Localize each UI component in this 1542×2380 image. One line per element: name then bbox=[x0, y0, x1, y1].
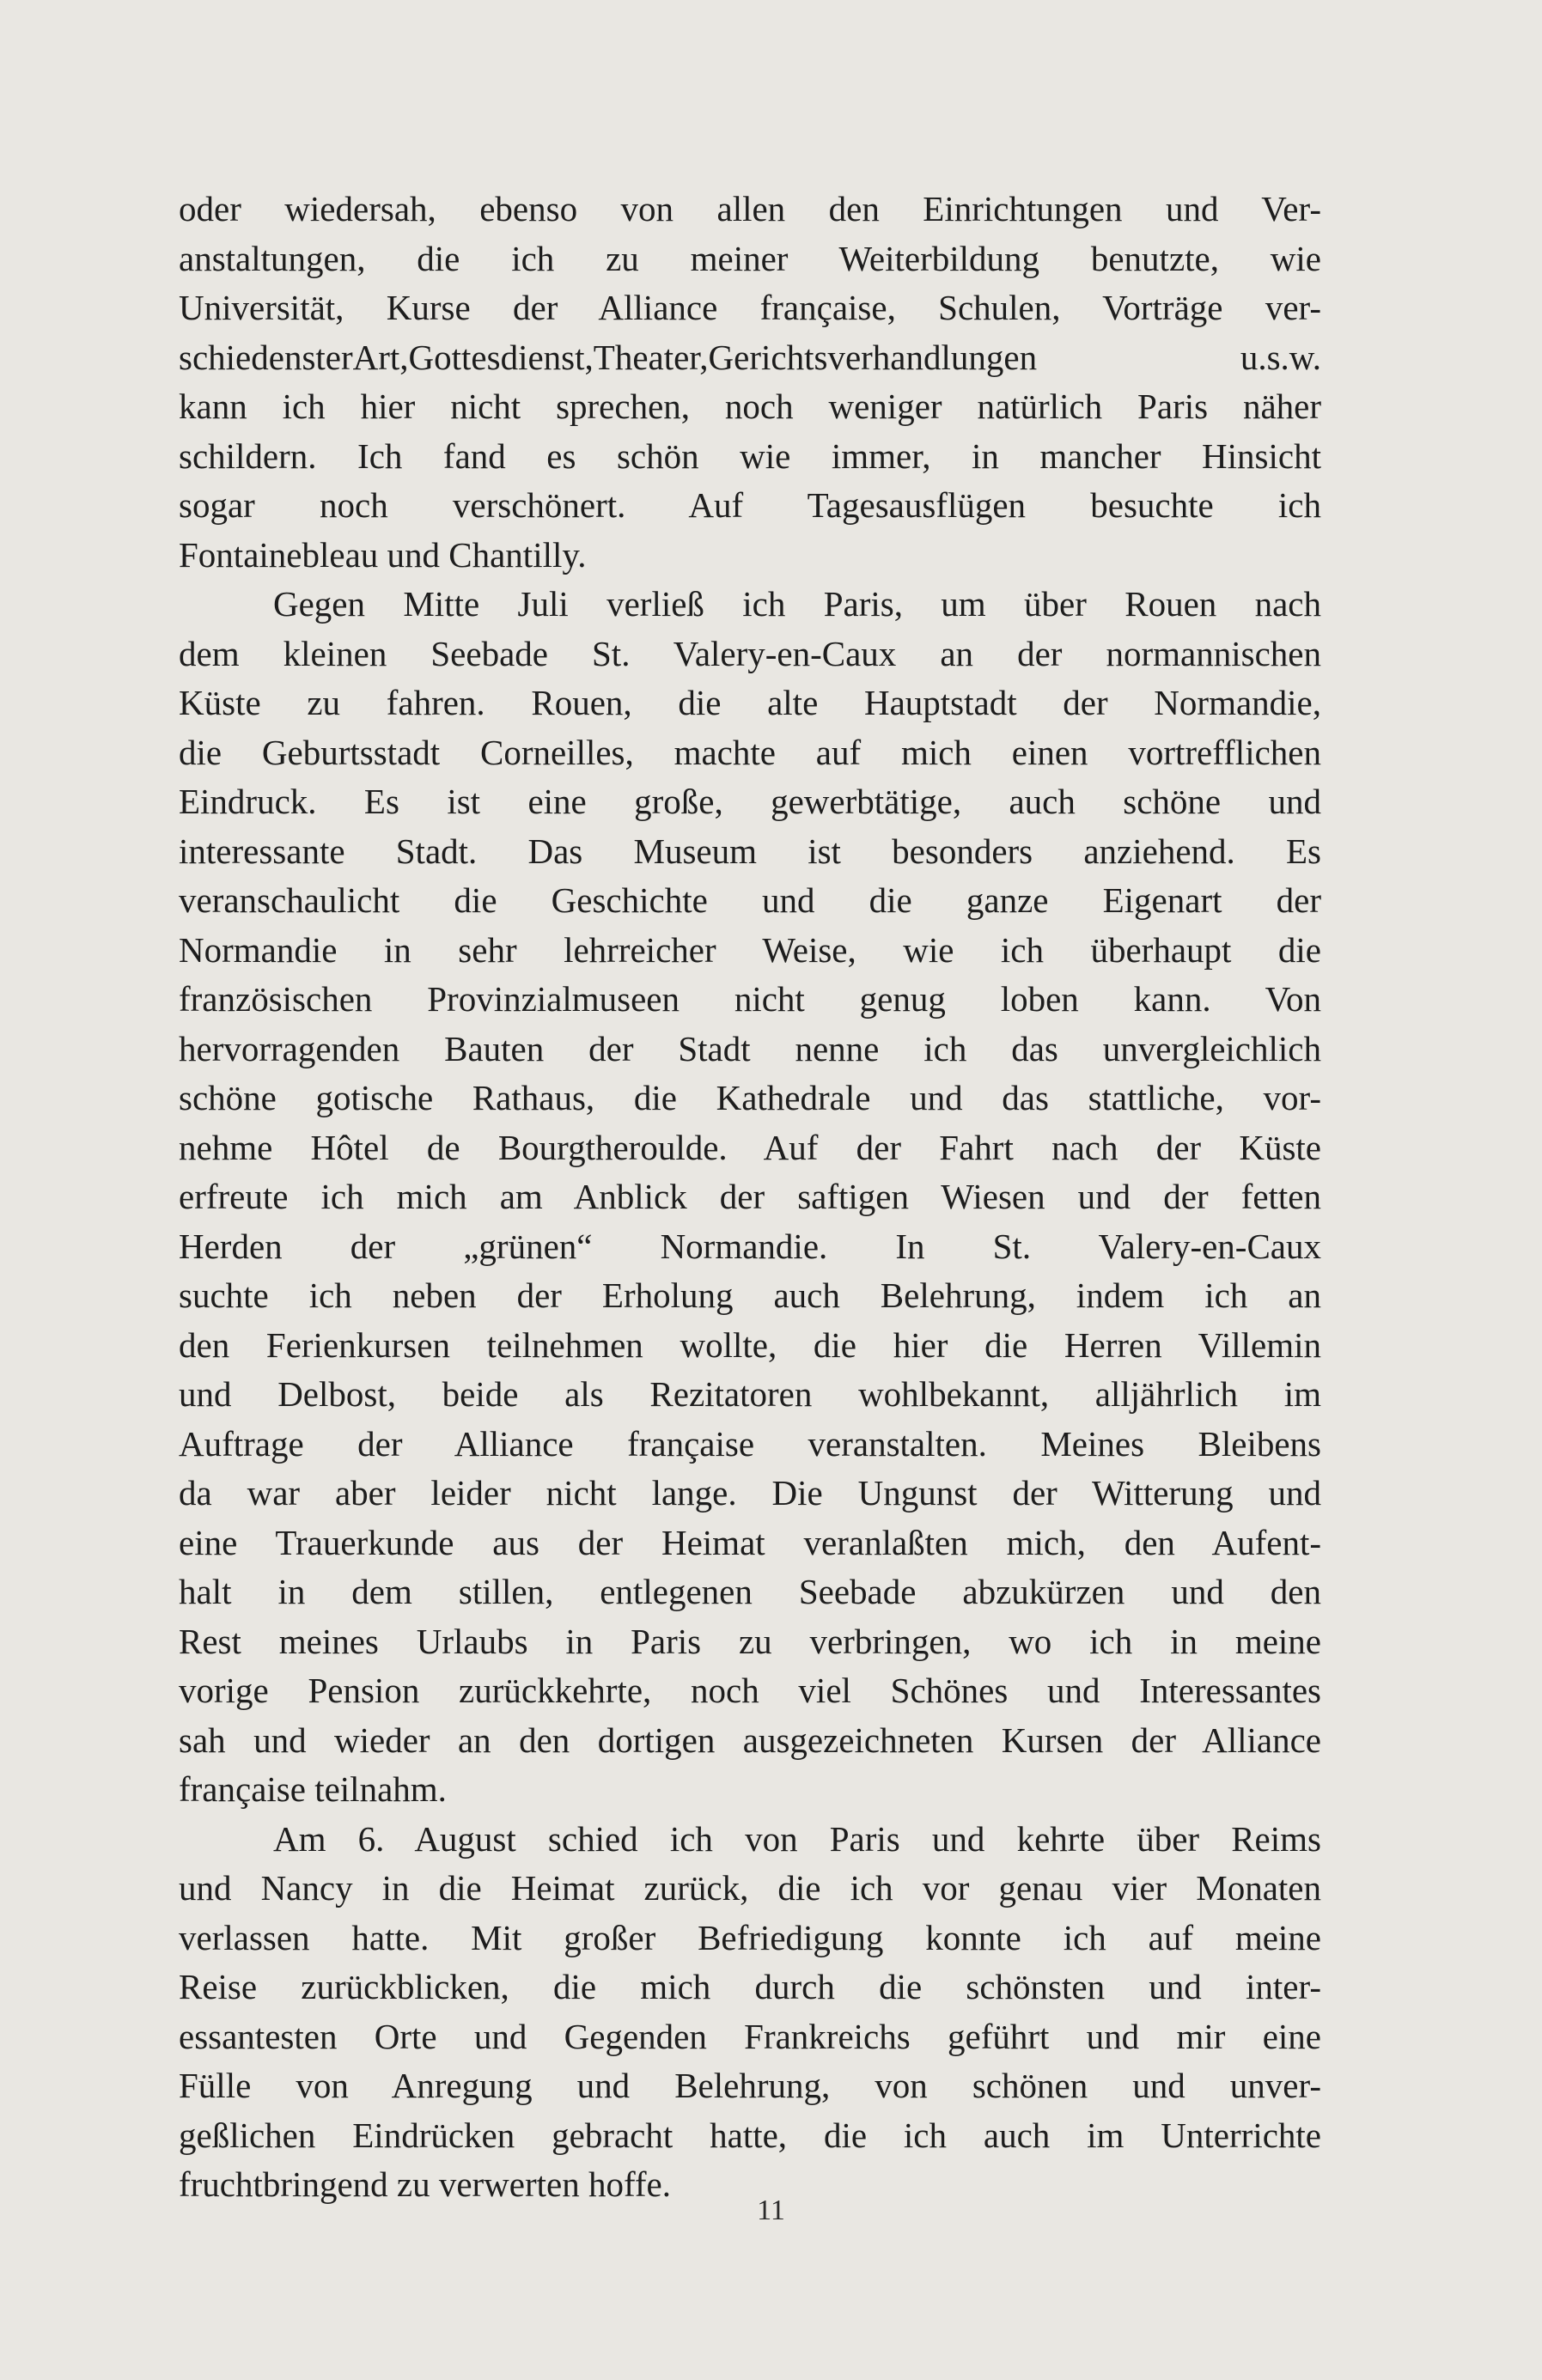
text-line-16: Normandie in sehr lehrreicher Weise, wie ich überhaupt die bbox=[179, 929, 1321, 970]
text-line-15: veranschaulicht die Geschichte und die ganze Eigenart der bbox=[179, 880, 1321, 920]
text-line-6: schildern. Ich fand es schön wie immer, in mancher Hinsicht bbox=[179, 435, 1321, 476]
text-line-34: Am 6. August schied ich von Paris und kehrte über Reims bbox=[273, 1818, 1321, 1859]
text-line-25: und Delbost, beide als Rezitatoren wohlbekannt, alljährlich im bbox=[179, 1374, 1321, 1414]
text-line-22: Herden der „grünen“ Normandie. In St. Valery-en-Caux bbox=[179, 1226, 1321, 1266]
text-line-37: Reise zurückblicken, die mich durch die schönsten und inter- bbox=[179, 1967, 1321, 2006]
text-line-19: schöne gotische Rathaus, die Kathedrale und das stattliche, vor- bbox=[179, 1078, 1321, 1117]
text-line-40: geßlichen Eindrücken gebracht hatte, die ich auch im Unterrichte bbox=[179, 2115, 1321, 2155]
text-line-7: sogar noch verschönert. Auf Tagesausflügen besuchte ich bbox=[179, 485, 1321, 525]
text-line-3: Universität, Kurse der Alliance française, Schulen, Vorträge ver- bbox=[179, 288, 1321, 327]
text-line-20: nehme Hôtel de Bourgtheroulde. Auf der Fahrt nach der Küste bbox=[179, 1127, 1321, 1167]
text-line-39: Fülle von Anregung und Belehrung, von schönen und unver- bbox=[179, 2066, 1321, 2105]
body-text bbox=[179, 185, 1321, 2210]
text-line-36: verlassen hatte. Mit großer Befriedigung konnte ich auf meine bbox=[179, 1917, 1321, 1957]
text-line-28: eine Trauerkunde aus der Heimat veranlaßten mich, den Aufent- bbox=[179, 1522, 1321, 1562]
page-number: 11 bbox=[757, 2194, 785, 2226]
text-line-38: essantesten Orte und Gegenden Frankreichs geführt und mir eine bbox=[179, 2016, 1321, 2056]
text-line-23: suchte ich neben der Erholung auch Belehrung, indem ich an bbox=[179, 1275, 1321, 1315]
text-line-35: und Nancy in die Heimat zurück, die ich vor genau vier Monaten bbox=[179, 1868, 1321, 1908]
text-line-13: Eindruck. Es ist eine große, gewerbtätige, auch schöne und bbox=[179, 782, 1321, 821]
text-line-31: vorige Pension zurückkehrte, noch viel Schönes und Interessantes bbox=[179, 1671, 1321, 1710]
text-line-24: den Ferienkursen teilnehmen wollte, die hier die Herren Villemin bbox=[179, 1324, 1321, 1365]
text-line-12: die Geburtsstadt Corneilles, machte auf mich einen vortrefflichen bbox=[179, 732, 1321, 772]
text-line-18: hervorragenden Bauten der Stadt nenne ich das unvergleichlich bbox=[179, 1028, 1321, 1068]
text-line-2: anstaltungen, die ich zu meiner Weiterbildung benutzte, wie bbox=[179, 238, 1321, 278]
text-line-30: Rest meines Urlaubs in Paris zu verbringen, wo ich in meine bbox=[179, 1621, 1321, 1661]
text-line-10: dem kleinen Seebade St. Valery-en-Caux an der normannischen bbox=[179, 633, 1321, 673]
text-line-1: oder wiedersah, ebenso von allen den Einrichtungen und Ver- bbox=[179, 189, 1321, 228]
text-line-41: fruchtbringend zu verwerten hoffe. bbox=[179, 2164, 671, 2204]
text-line-17: französischen Provinzialmuseen nicht genug loben kann. Von bbox=[179, 979, 1321, 1019]
text-line-5: kann ich hier nicht sprechen, noch weniger natürlich Paris näher bbox=[179, 387, 1321, 426]
text-line-32: sah und wieder an den dortigen ausgezeichneten Kursen der Alliance bbox=[179, 1720, 1321, 1760]
text-line-26: Auftrage der Alliance française veranstalten. Meines Bleibens bbox=[179, 1423, 1321, 1464]
text-line-29: halt in dem stillen, entlegenen Seebade abzukürzen und den bbox=[179, 1572, 1321, 1611]
text-line-21: erfreute ich mich am Anblick der saftigen Wiesen und der fetten bbox=[179, 1177, 1321, 1216]
text-line-14: interessante Stadt. Das Museum ist besonders anziehend. Es bbox=[179, 831, 1321, 871]
text-line-8: Fontainebleau und Chantilly. bbox=[179, 534, 587, 575]
text-line-27: da war aber leider nicht lange. Die Ungunst der Witterung und bbox=[179, 1473, 1321, 1513]
text-line-9: Gegen Mitte Juli verließ ich Paris, um über Rouen nach bbox=[273, 584, 1321, 624]
text-line-11: Küste zu fahren. Rouen, die alte Hauptstadt der Normandie, bbox=[179, 683, 1321, 722]
text-line-33: française teilnahm. bbox=[179, 1769, 447, 1809]
text-line-4: schiedensterArt,Gottesdienst,Theater,Gerichtsverhandlungen u.s.w. bbox=[179, 337, 1321, 377]
